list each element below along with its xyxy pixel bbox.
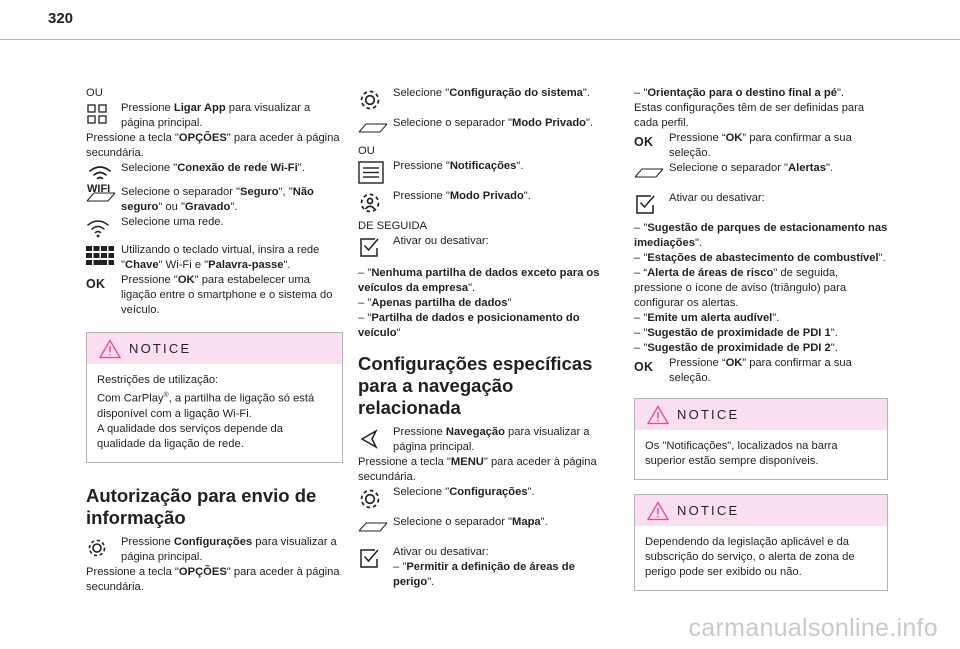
or-label: OU <box>358 145 375 157</box>
warning-triangle-icon <box>647 501 669 521</box>
settings-gear-icon <box>358 487 386 513</box>
option-parking: – "Sugestão de parques de estacionamento nas imediações". <box>634 222 888 249</box>
warning-triangle-icon <box>647 405 669 425</box>
step-select-network: Selecione uma rede. <box>86 215 343 243</box>
step-private-mode: Pressione "Modo Privado". <box>358 189 611 219</box>
option-poi-2: – "Sugestão de proximidade de PDI 2". <box>634 342 838 354</box>
step-alerts-tab: Selecione o separador "Alertas". <box>634 161 888 191</box>
tab-icon <box>358 517 386 543</box>
menu-step: Pressione a tecla "MENU" para aceder à página secundária. <box>358 456 597 483</box>
step-notifications: Pressione "Notificações". <box>358 159 611 189</box>
column-left <box>86 86 343 595</box>
option-no-sharing: – "Nenhuma partilha de dados exceto para os veículos da empresa". <box>358 267 600 294</box>
heading-send-authorization: Autorização para envio de informação <box>86 484 317 528</box>
step-toggle-alerts: Ativar ou desativar: <box>634 191 888 221</box>
step-map-tab: Selecione o separador "Mapa". <box>358 515 611 545</box>
or-label: OU <box>86 87 103 99</box>
top-rule <box>0 39 960 40</box>
column-middle <box>358 86 611 590</box>
notice-box-carplay <box>86 332 343 463</box>
option-poi-1: – "Sugestão de proximidade de PDI 1". <box>634 327 838 339</box>
notice-box-notifications <box>634 398 888 480</box>
notice-box-danger-zone <box>634 494 888 591</box>
notice-body: Os "Notificações", localizados na barra superior estão sempre disponíveis. <box>645 440 838 467</box>
ok-button-icon: OK <box>634 360 654 374</box>
step-privacy-tab: Selecione o separador "Modo Privado". <box>358 116 611 144</box>
heading-navigation-settings: Configurações específicas para a navegação relacionada <box>358 353 593 418</box>
step-toggle-1: Ativar ou desativar: <box>358 234 611 262</box>
notice-title: NOTICE <box>677 503 740 518</box>
step-configurations: Selecione "Configurações". <box>358 485 611 515</box>
svg-text:WIFI: WIFI <box>87 183 111 193</box>
navigation-arrow-icon <box>358 427 386 453</box>
step-ok-confirm-2: OK Pressione “OK” para confirmar a sua seleção. <box>634 357 852 384</box>
ok-button-icon: OK <box>634 135 654 149</box>
notice-title: NOTICE <box>129 341 192 356</box>
step-apps: Pressione Ligar App para visualizar a página principal. <box>86 101 343 131</box>
step-navigation: Pressione Navegação para visualizar a página principal. <box>358 425 611 455</box>
notifications-list-icon <box>358 161 386 187</box>
checkbox-toggle-icon <box>358 547 386 573</box>
options-step: Pressione a tecla "OPÇÕES" para aceder à página secundária. <box>86 132 340 159</box>
notice-header <box>635 399 887 430</box>
then-label: DE SEGUIDA <box>358 220 428 232</box>
column-right <box>634 86 888 591</box>
notice-title: NOTICE <box>677 407 740 422</box>
step-ok-confirm: OK Pressione “OK” para confirmar a sua seleção. <box>634 132 852 159</box>
step-keyboard: Utilizando o teclado virtual, insira a rede "Chave" Wi-Fi e "Palavra-passe". <box>86 243 343 273</box>
tab-icon <box>358 118 386 144</box>
checkbox-toggle-icon <box>358 236 386 262</box>
step-system-config: Selecione "Configuração do sistema". <box>358 86 611 116</box>
step-toggle-2: Ativar ou desativar: – "Permitir a definição de áreas de perigo". <box>358 545 611 590</box>
options-step-2: Pressione a tecla "OPÇÕES" para aceder à página secundária. <box>86 565 340 593</box>
private-mode-gear-icon <box>358 191 386 217</box>
apps-grid-icon <box>86 103 114 129</box>
notice-body: Dependendo da legislação aplicável e da subscrição do serviço, o alerta de zona de perigo pode ser exibido ou não. <box>645 536 855 578</box>
option-audible-alert: – "Emite um alerta audível". <box>634 312 780 324</box>
step-wifi: WIFI Selecione "Conexão de rede Wi-Fi". <box>87 162 305 193</box>
step-ok-connect: OK Pressione "OK" para estabelecer uma ligação entre o smartphone e o sistema do veículo. <box>86 274 333 316</box>
watermark: carmanualsonline.info <box>688 614 938 642</box>
tab-icon <box>634 163 662 189</box>
option-final-destination: – "Orientação para o destino final a pé". <box>634 87 845 99</box>
option-data-position: – "Partilha de dados e posicionamento do veículo" <box>358 312 580 339</box>
profile-note: Estas configurações têm de ser definidas para cada perfil. <box>634 102 865 129</box>
notice-header <box>635 495 887 526</box>
system-settings-gear-icon <box>358 88 386 114</box>
keyboard-icon <box>86 245 114 271</box>
notice-header <box>87 333 342 364</box>
option-data-only: – "Apenas partilha de dados" <box>358 297 512 309</box>
page-number: 320 <box>48 10 74 27</box>
wifi-signal-icon <box>86 217 114 243</box>
settings-gear-icon <box>86 537 114 563</box>
tab-icon <box>86 187 114 213</box>
ok-button-icon: OK <box>86 277 106 291</box>
notice-body: Restrições de utilização: Com CarPlay®, a partilha de ligação só está disponível com a ligação Wi-Fi. A qualidade dos serviços depende da qualidade da ligação de rede. <box>97 374 315 450</box>
step-tab-secure: Selecione o separador "Seguro", "Não seguro" ou "Gravado". <box>86 185 343 215</box>
step-settings: Pressione Configurações para visualizar a página principal. <box>86 535 343 565</box>
option-risk-alert: – “Alerta de áreas de risco" de seguida, pressione o ícone de aviso (triângulo) para configurar os alertas. <box>634 267 847 309</box>
warning-triangle-icon <box>99 339 121 359</box>
checkbox-toggle-icon <box>634 193 662 219</box>
option-fuel-stations: – "Estações de abastecimento de combustível". <box>634 252 886 264</box>
